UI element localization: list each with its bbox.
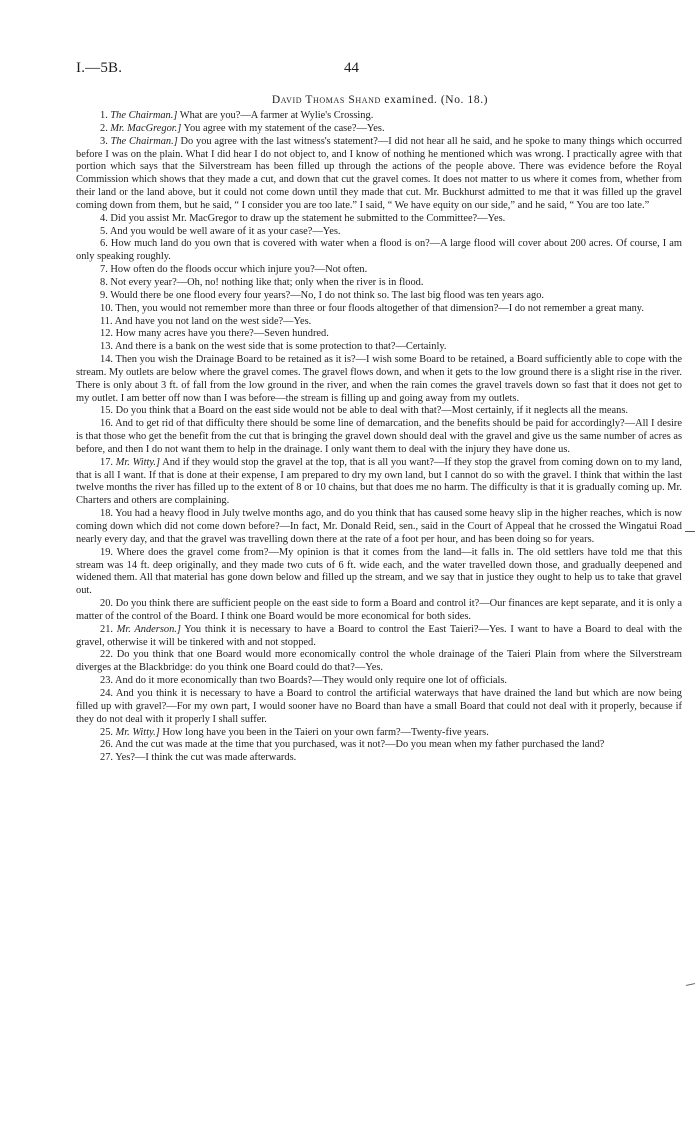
qa-text: And the cut was made at the time that you purchased, was it not?—Do you mean when my father purchased the land? [115,739,605,751]
question-number: 25. [100,726,116,738]
section-title-rest: examined. (No. 18.) [380,94,489,106]
qa-text: And to get rid of that difficulty there should be some line of demarcation, and the benefits should be paid for accordingly?—All I desire is that those who get the benefit from the cut that is bringing the gravel down should deal with the gravel and give us the same number of acres as before, and then I do not want them to help in the drainage. I only want them to deal with the injury they have done us. [76,418,682,455]
question-number: 27. [100,752,116,764]
qa-paragraph [76,688,682,727]
qa-text: And if they would stop the gravel at the top, that is all you want?—If they stop the gravel from coming down on to my land, that is all I want. If that is done at their expense, I am prepared to dry my own land, but I cannot do so with the gravel. I think that within the last twelve months the river has filled up to the extent of 8 or 10 chains, but that does me no harm. The difficulty is that it is gradually coming up. Mr. Charters and others are complaining. [76,456,682,507]
qa-text: Yes?—I think the cut was made afterwards. [115,752,297,764]
speaker-label: Mr. Witty.] [115,456,161,468]
question-number: 7. [100,264,111,276]
qa-paragraph [76,226,682,239]
qa-paragraph [76,418,682,457]
qa-text: You think it is necessary to have a Board to control the East Taieri?—Yes. I want to have a Board to deal with the gravel, otherwise it will be tinkered with and not stopped. [76,623,682,648]
page-header [76,60,684,80]
question-number: 13. [100,341,116,353]
qa-paragraph [76,316,682,329]
question-number: 1. [100,110,111,121]
question-number: 14. [100,354,116,366]
page-number: 44 [344,60,359,76]
question-number: 17. [100,456,116,468]
question-number: 22. [100,649,117,661]
qa-paragraph [76,752,682,765]
qa-text: How long have you been in the Taieri on your own farm?—Twenty-five years. [159,726,489,738]
qa-text: What are you?—A farmer at Wylie's Crossing. [177,110,374,121]
qa-paragraph [76,213,682,226]
question-number: 18. [100,508,116,520]
qa-paragraph [76,341,682,354]
transcript-body [76,110,682,765]
document-reference: I.—5B. [76,60,123,76]
speaker-label: Mr. Witty.] [115,726,160,738]
section-title [76,94,684,106]
qa-paragraph [76,123,682,136]
qa-text: How often do the floods occur which injure you?—Not often. [110,264,368,276]
question-number: 3. [100,135,111,147]
qa-paragraph [76,405,682,418]
question-number: 24. [100,687,116,699]
qa-text: And you would be well aware of it as your case?—Yes. [109,225,341,237]
qa-paragraph [76,238,682,264]
qa-paragraph [76,739,682,752]
qa-text: How much land do you own that is covered with water when a flood is on?—A large flood will cover about 200 acres. Of course, I am only speaking roughly. [76,238,682,263]
question-number: 12. [100,328,116,340]
question-number: 21. [100,623,117,635]
qa-text: Do you think that one Board would more economically control the whole drainage of the Taieri Plain from where the Silverstream diverges at the Blackbridge: do you think one Board could do that?—Yes. [76,649,682,674]
question-number: 2. [100,122,111,134]
qa-text: Where does the gravel come from?—My opinion is that it comes from the land—it falls in. The old settlers have told me that this stream was 14 ft. deep originally, and they made two cuts of 6 ft. wide each, and the water travelled down those, and gradually deepened and widened them. All that material has gone down below and filled up the stream, and we say that in justice they ought to help us to take that gravel out. [76,546,683,597]
qa-text: Do you agree with the last witness's statement?—I did not hear all he said, and he spoke to many things which occurred before I was on the plain. What I did hear I do not object to, and I know of nothing he mentioned which was wrong. I practically agree with that portion which says that the Silverstream has been filled up through the actions of the people above. There was evidence before the Royal Commission which shows that they made a cut, and down that cut the gravel comes. It does not matter to us where it comes from, whether from their land or the land above, but it could not come down until they made that cut. Mr. Buckhurst admitted to me that it was filled up the gravel coming down from them, but he said, “ I consider you are too late.” I said, “ We have equity on our side,” and he said, “ You are too late.” [76,135,682,211]
question-number: 11. [100,315,115,327]
qa-paragraph [76,508,682,547]
margin-mark [686,983,695,986]
qa-paragraph [76,727,682,740]
qa-text: Then you wish the Drainage Board to be retained as it is?—I wish some Board to be retained, a Board sufficiently able to cope with the stream. My outlets are below where the gravel comes. The gravel flows down, and when it gets to the low ground there is a slight rise in the river. There is only about 3 ft. of fall from the low ground in the river, and when the rain comes the gravel travels down so fast that it does not get to my outlet. I am better off now than I was before—the stream is filling up and going away from my outlets. [76,354,682,404]
qa-text: Would there be one flood every four years?—No, I do not think so. The last big flood was ten years ago. [110,289,545,301]
speaker-label: The Chairman.] [110,135,178,147]
qa-paragraph [76,264,682,277]
qa-text: And do it more economically than two Boards?—They would only require one lot of officials. [115,675,507,687]
qa-paragraph [76,598,682,624]
question-number: 6. [100,238,111,250]
qa-text: You agree with my statement of the case?—Yes. [181,122,385,134]
qa-text: And you think it is necessary to have a Board to control the artificial waterways that have drained the land but which are now being filled up with gravel?—For my own part, I would sooner have no Board than have a small Board that could not deal with it properly, because if they do not deal with it properly I shall suffer. [76,687,682,725]
question-number: 9. [100,289,111,301]
qa-text: Do you think there are sufficient people on the east side to form a Board and control it?—Our finances are kept separate, and it is only a matter of the control of the Board. I think one Board would be more economical for both sides. [76,598,683,622]
question-number: 20. [100,598,116,610]
speaker-label: The Chairman.] [110,110,178,121]
speaker-label: Mr. Anderson.] [116,623,181,635]
question-number: 4. [100,212,111,224]
qa-paragraph [76,354,682,405]
qa-text: And there is a bank on the west side that is some protection to that?—Certainly. [115,341,447,353]
qa-text: How many acres have you there?—Seven hundred. [115,328,329,340]
question-number: 8. [100,276,111,288]
qa-paragraph [76,136,682,213]
question-number: 15. [100,405,116,417]
qa-paragraph [76,328,682,341]
speaker-label: Mr. MacGregor.] [110,122,182,134]
qa-text: You had a heavy flood in July twelve months ago, and do you think that has caused some heavy slip in the higher reaches, which is now coming down which did not come down before?—In fact, Mr. Donald Reid, sen., said in the Court of Appeal that he crossed the Wingatui Road nearly every day, and that the gravel was travelling down there at the rate of a foot per hour, and has been doing so for years. [76,508,682,545]
qa-paragraph [76,649,682,675]
qa-paragraph [76,290,682,303]
qa-paragraph [76,277,682,290]
qa-paragraph [76,547,682,598]
question-number: 16. [100,418,116,430]
question-number: 23. [100,675,116,687]
qa-paragraph [76,110,682,123]
qa-paragraph [76,457,682,508]
question-number: 26. [100,739,116,751]
qa-text: Do you think that a Board on the east side would not be able to deal with that?—Most certainly, if it neglects all the means. [115,405,628,417]
qa-paragraph [76,675,682,688]
qa-text: Then, you would not remember more than three or four floods altogether of that dimension?—I do not remember a great many. [115,302,644,314]
question-number: 5. [100,225,110,237]
qa-paragraph [76,303,682,316]
qa-text: Did you assist Mr. MacGregor to draw up the statement he submitted to the Committee?—Yes. [110,212,506,224]
qa-text: Not every year?—Oh, no! nothing like that; only when the river is in flood. [110,276,424,288]
question-number: 19. [100,546,117,558]
witness-name: David Thomas Shand [271,94,381,106]
question-number: 10. [100,302,116,314]
margin-mark [685,531,695,532]
qa-paragraph [76,624,682,650]
qa-text: And have you not land on the west side?—Yes. [114,315,312,327]
